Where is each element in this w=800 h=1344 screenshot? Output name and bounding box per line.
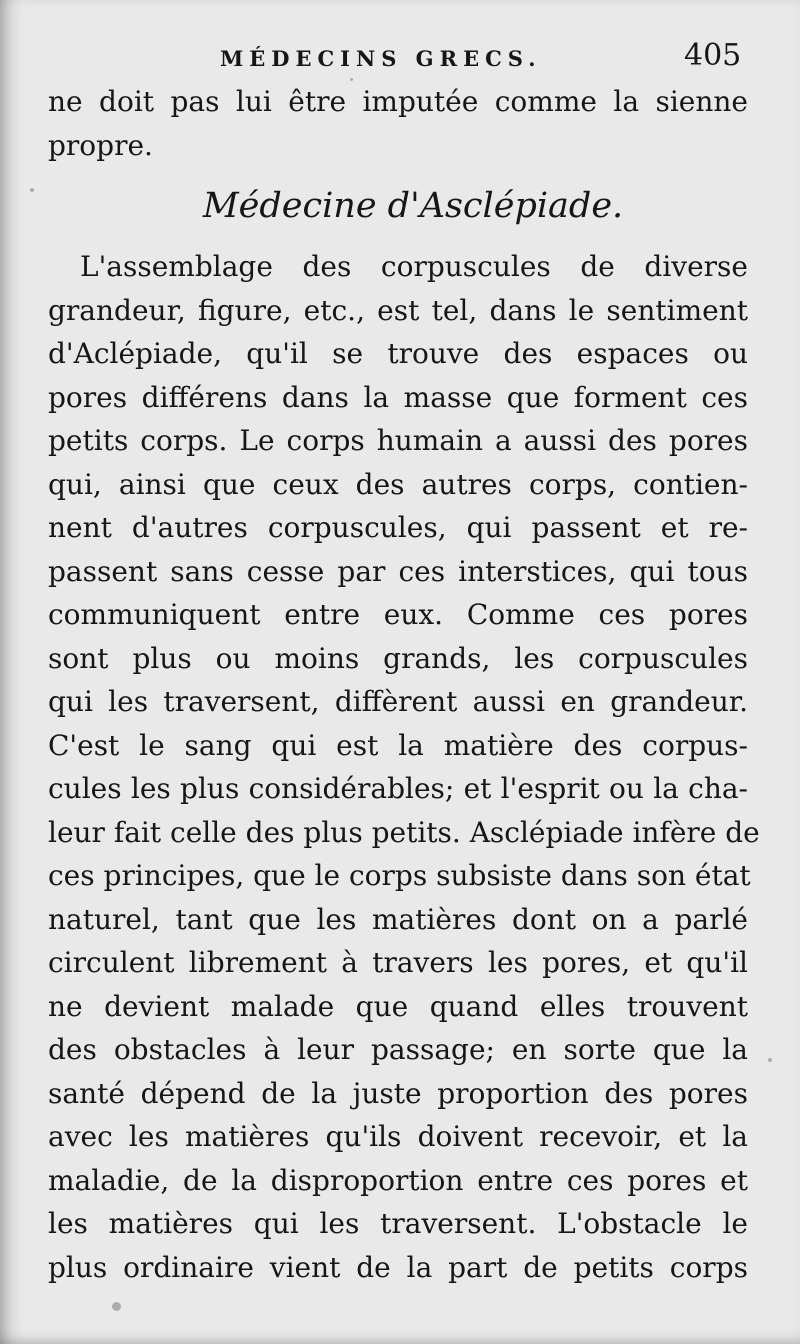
text-line: plus ordinaire vient de la part de petits corps <box>48 1250 748 1284</box>
ink-speck <box>30 188 34 192</box>
ink-speck <box>350 78 353 81</box>
text-line: C'est le sang qui est la matière des corpus- <box>48 728 748 762</box>
text-line: sont plus ou moins grands, les corpuscules <box>48 641 748 675</box>
running-title: MÉDECINS GRECS. <box>220 46 542 71</box>
text-line: ne doit pas lui être imputée comme la sienne <box>48 85 748 118</box>
text-line: naturel, tant que les matières dont on a parlé <box>48 902 748 936</box>
ink-speck <box>112 1302 121 1311</box>
text-line: leur fait celle des plus petits. Asclépiade infère de <box>48 815 760 849</box>
text-line: grandeur, figure, etc., est tel, dans le sentiment <box>48 293 748 327</box>
text-line: avec les matières qu'ils doivent recevoir, et la <box>48 1120 748 1153</box>
text-line: les matières qui les traversent. L'obstacle le <box>48 1207 748 1240</box>
text-line: cules les plus considérables; et l'esprit ou la cha- <box>48 772 748 805</box>
text-line: circulent librement à travers les pores, et qu'il <box>48 946 748 979</box>
text-line: ces principes, que le corps subsiste dans son état <box>48 859 751 892</box>
section-title: Médecine d'Asclépiade. <box>202 186 624 226</box>
text-line: propre. <box>48 128 153 162</box>
text-line: des obstacles à leur passage; en sorte que la <box>48 1033 748 1066</box>
text-line: ne devient malade que quand elles trouvent <box>48 989 748 1023</box>
text-line: nent d'autres corpuscules, qui passent et re- <box>48 511 748 544</box>
text-line: petits corps. Le corps humain a aussi des pores <box>48 424 748 457</box>
ink-speck <box>768 1058 772 1062</box>
text-line: passent sans cesse par ces interstices, qui tous <box>48 554 748 588</box>
text-line: L'assemblage des corpuscules de diverse <box>80 250 748 283</box>
text-line: pores différens dans la masse que forment ces <box>48 380 748 414</box>
text-line: d'Aclépiade, qu'il se trouve des espaces ou <box>48 337 748 370</box>
text-line: qui, ainsi que ceux des autres corps, contien- <box>48 467 748 501</box>
page-number: 405 <box>684 38 742 73</box>
page-text <box>48 80 760 1289</box>
text-line: communiquent entre eux. Comme ces pores <box>48 598 748 631</box>
page-header <box>0 38 800 82</box>
text-line: maladie, de la disproportion entre ces pores et <box>48 1163 748 1197</box>
text-line: santé dépend de la juste proportion des pores <box>48 1076 748 1110</box>
text-line: qui les traversent, diffèrent aussi en grandeur. <box>48 685 748 718</box>
